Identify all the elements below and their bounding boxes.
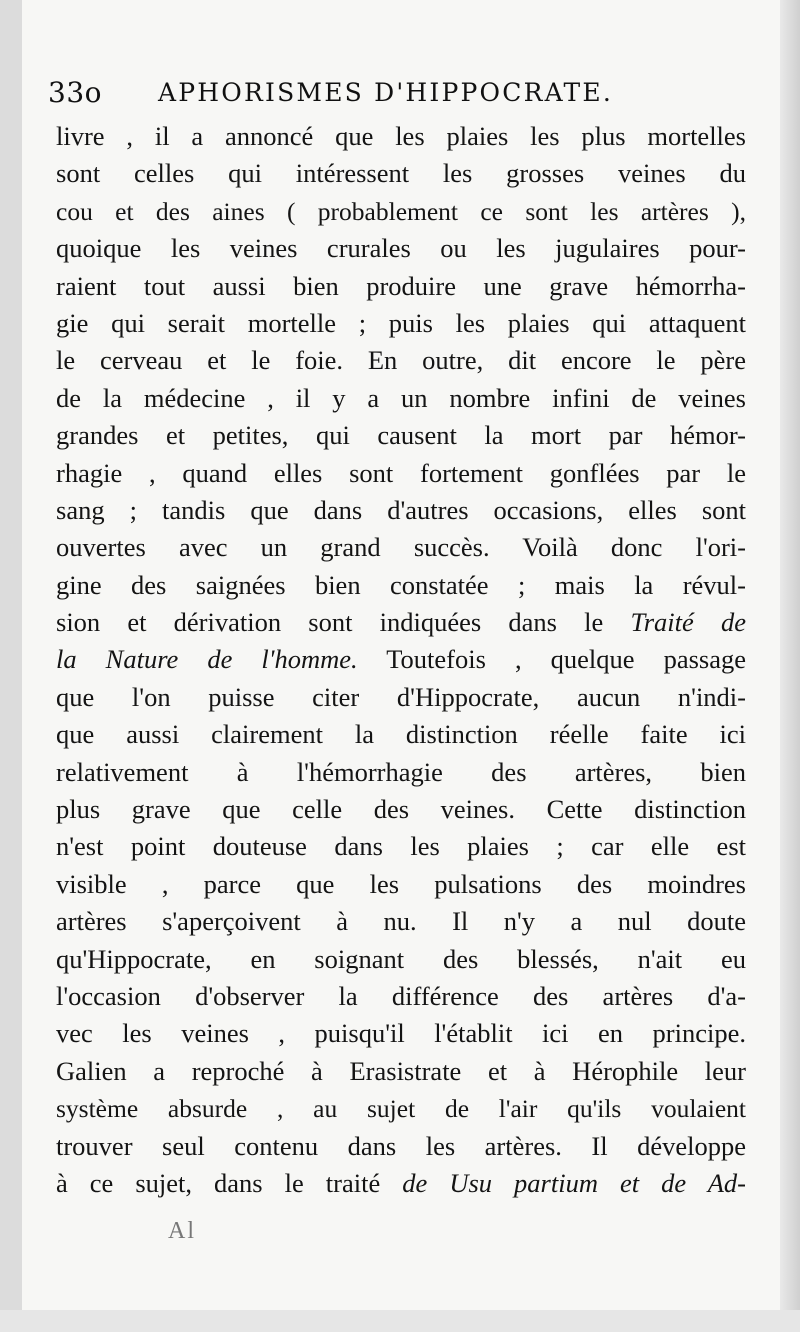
text-line bbox=[56, 1015, 746, 1052]
text-line bbox=[56, 305, 746, 342]
text-line bbox=[56, 529, 746, 566]
text-line bbox=[56, 1128, 746, 1165]
text-segment: cou et des aines ( probablement ce sont les artères ), bbox=[56, 196, 746, 226]
text-segment: Toutefois , quelque passage bbox=[357, 644, 746, 675]
text-line bbox=[56, 380, 746, 417]
text-segment: plus grave que celle des veines. Cette distinction bbox=[56, 794, 746, 825]
text-segment: que l'on puisse citer d'Hippocrate, aucun n'indi- bbox=[56, 681, 746, 712]
text-segment: qu'Hippocrate, en soignant des blessés, n'ait eu bbox=[56, 943, 746, 974]
text-segment: livre , il a annoncé que les plaies les plus mortelles bbox=[56, 121, 746, 151]
text-line bbox=[56, 903, 746, 940]
text-line bbox=[56, 155, 746, 192]
text-line bbox=[56, 1090, 746, 1127]
text-segment: visible , parce que les pulsations des moindres bbox=[56, 868, 746, 899]
page-bottom-edge bbox=[0, 1310, 800, 1332]
text-line bbox=[56, 641, 746, 678]
text-line bbox=[56, 754, 746, 791]
text-line bbox=[56, 193, 746, 230]
text-line bbox=[56, 230, 746, 267]
text-line bbox=[56, 268, 746, 305]
text-line bbox=[56, 1053, 746, 1090]
page-number: 33o bbox=[48, 76, 102, 109]
text-line bbox=[56, 716, 746, 753]
text-segment: relativement à l'hémorrhagie des artères, bien bbox=[56, 756, 746, 787]
text-segment: ouvertes avec un grand succès. Voilà donc l'ori- bbox=[56, 532, 746, 563]
text-line bbox=[56, 567, 746, 604]
page-right-edge bbox=[780, 0, 800, 1332]
text-segment: artères s'aperçoivent à nu. Il n'y a nul doute bbox=[56, 906, 746, 937]
catchword: Al bbox=[168, 1218, 196, 1244]
italic-segment: la Nature de l'homme. bbox=[56, 644, 358, 675]
text-segment: sion et dérivation sont indiquées dans le bbox=[56, 607, 631, 638]
page-left-edge bbox=[0, 0, 22, 1332]
text-segment: rhagie , quand elles sont fortement gonflées par le bbox=[56, 457, 746, 488]
text-line bbox=[56, 417, 746, 454]
text-segment: sang ; tandis que dans d'autres occasions, elles sont bbox=[56, 494, 746, 525]
text-segment: que aussi clairement la distinction réelle faite ici bbox=[56, 719, 746, 750]
page-header bbox=[48, 68, 758, 112]
text-line bbox=[56, 455, 746, 492]
text-segment: gie qui serait mortelle ; puis les plaies qui attaquent bbox=[56, 307, 746, 338]
text-segment: sont celles qui intéressent les grosses veines du bbox=[56, 158, 746, 189]
text-line bbox=[56, 342, 746, 379]
text-line bbox=[56, 1165, 746, 1202]
text-line bbox=[56, 679, 746, 716]
body-text bbox=[56, 118, 746, 1202]
text-segment: gine des saignées bien constatée ; mais la révul- bbox=[56, 569, 746, 600]
text-line bbox=[56, 978, 746, 1015]
text-segment: raient tout aussi bien produire une grave hémorrha- bbox=[56, 270, 746, 301]
text-segment: n'est point douteuse dans les plaies ; car elle est bbox=[56, 831, 746, 862]
text-segment: le cerveau et le foie. En outre, dit encore le père bbox=[56, 345, 746, 376]
italic-segment: Traité de bbox=[630, 607, 746, 638]
text-segment: trouver seul contenu dans les artères. Il développe bbox=[56, 1130, 746, 1161]
text-segment: quoique les veines crurales ou les jugulaires pour- bbox=[56, 233, 746, 264]
text-segment: vec les veines , puisqu'il l'établit ici en principe. bbox=[56, 1018, 746, 1049]
text-segment: de la médecine , il y a un nombre infini de veines bbox=[56, 382, 746, 413]
running-title: APHORISMES D'HIPPOCRATE. bbox=[158, 78, 613, 107]
text-segment: Galien a reproché à Erasistrate et à Hérophile leur bbox=[56, 1055, 746, 1086]
text-line bbox=[56, 791, 746, 828]
text-line bbox=[56, 118, 746, 155]
italic-segment: de Usu partium et de Ad- bbox=[402, 1167, 746, 1198]
text-line bbox=[56, 492, 746, 529]
text-segment: l'occasion d'observer la différence des artères d'a- bbox=[56, 980, 746, 1011]
text-line bbox=[56, 828, 746, 865]
text-segment: système absurde , au sujet de l'air qu'ils voulaient bbox=[56, 1094, 746, 1124]
text-segment: à ce sujet, dans le traité bbox=[56, 1167, 403, 1198]
text-line bbox=[56, 941, 746, 978]
text-line bbox=[56, 604, 746, 641]
text-segment: grandes et petites, qui causent la mort par hémor- bbox=[56, 420, 746, 451]
text-line bbox=[56, 866, 746, 903]
